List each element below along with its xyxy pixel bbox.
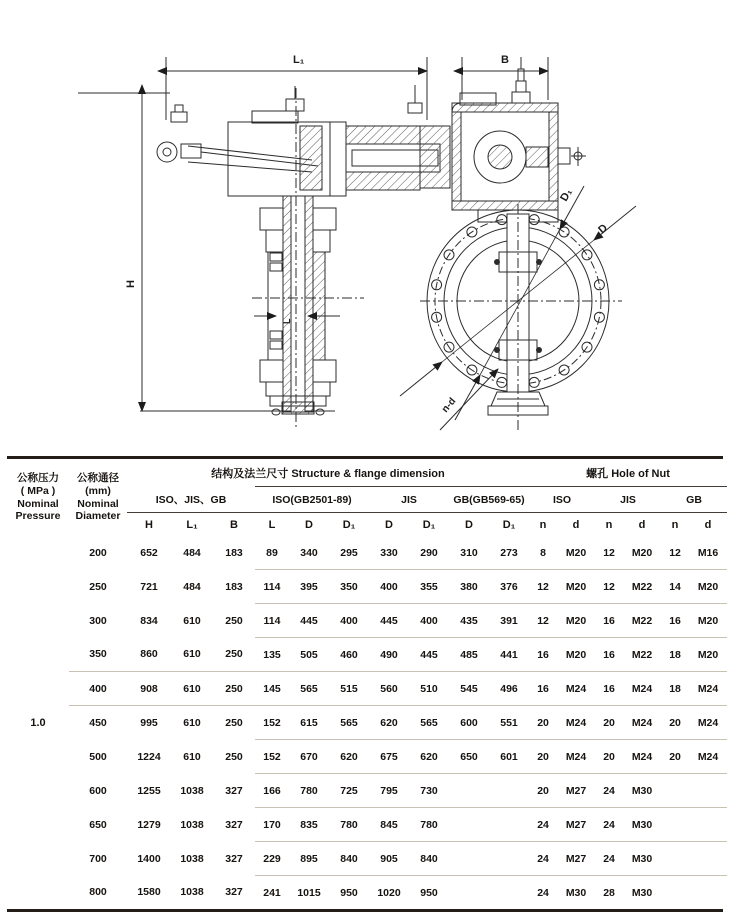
table-cell: M20 [557,570,595,604]
drawing-svg [0,0,730,452]
table-cell [661,774,689,808]
table-cell [689,774,727,808]
table-cell: 490 [369,638,409,672]
table-cell: 800 [89,886,107,899]
table-cell: 845 [369,808,409,842]
table-cell: 89 [255,536,289,570]
table-cell [449,774,489,808]
table-cell: 250 [89,580,107,593]
jis-nut-header: JIS [595,487,661,513]
table-cell [489,876,529,910]
table-cell: 14 [661,570,689,604]
table-cell: 1255 [137,784,161,797]
table-cell: 652 [140,546,158,559]
table-cell: M24 [689,740,727,774]
table-cell: 721 [140,580,158,593]
table-cell: 460 [329,638,369,672]
table-cell [661,876,689,910]
table-cell [661,842,689,876]
table-cell: 327 [225,818,243,831]
jis-flange-header: JIS [369,487,449,513]
table-cell: 229 [255,842,289,876]
table-cell: 20 [595,706,623,740]
dim-label-nd: n-d [439,395,459,415]
table-cell: 610 [183,716,201,729]
dim-label-b: B [501,54,509,66]
table-cell: 1015 [297,886,321,899]
table-cell: 780 [329,808,369,842]
table-cell: 445 [409,638,449,672]
dim-label-l1: L₁ [293,54,305,66]
table-cell: 908 [127,672,171,706]
table-cell: 615 [289,706,329,740]
table-cell: 145 [255,672,289,706]
table-cell: 12 [595,536,623,570]
table-cell: 250 [225,716,243,729]
table-row [7,774,727,808]
table-cell: 24 [595,808,623,842]
iso-jis-gb-header: ISO、JIS、GB [127,487,255,513]
structure-group-header: 结构及法兰尺寸 Structure & flange dimension [211,467,445,480]
table-cell: 12 [595,570,623,604]
table-cell: 16 [595,604,623,638]
table-cell: 510 [409,672,449,706]
table-cell: 376 [489,570,529,604]
table-cell [689,808,727,842]
table-cell [449,876,489,910]
table-cell: 840 [409,842,449,876]
table-cell: 725 [329,774,369,808]
table-cell: 114 [255,604,289,638]
table-cell: 395 [289,570,329,604]
pressure-value: 1.0 [30,716,46,729]
table-cell: 24 [595,842,623,876]
table-cell: M27 [557,774,595,808]
table-cell: 20 [661,706,689,740]
table-row [7,536,727,570]
table-cell: 840 [329,842,369,876]
pressure-header [7,459,69,536]
table-cell [489,842,529,876]
dimension-table-grid [7,459,727,909]
table-cell: 250 [225,614,243,627]
table-cell: 496 [489,672,529,706]
table-cell: 391 [489,604,529,638]
table-cell: 170 [255,808,289,842]
table-cell: 250 [213,672,255,706]
table-cell: M20 [689,570,727,604]
table-cell: 650 [449,740,489,774]
side-view-drawing [78,54,450,428]
table-cell: 610 [183,614,201,627]
table-cell: 650 [89,818,107,831]
col-D-gb: D [465,518,473,531]
table-cell: M30 [623,774,661,808]
col-n-gb: n [671,518,679,531]
table-cell: 310 [449,536,489,570]
table-cell: 400 [409,604,449,638]
table-cell: 450 [89,716,107,729]
table-cell: 545 [449,672,489,706]
table-cell: 8 [529,536,557,570]
table-cell: 565 [289,672,329,706]
table-cell: 995 [140,716,158,729]
table-cell: 20 [661,740,689,774]
table-cell: 290 [409,536,449,570]
dim-label-l: L [282,318,292,324]
gb-flange-header: GB(GB569-65) [449,487,529,513]
table-cell: 16 [661,604,689,638]
table-cell [661,808,689,842]
col-n-jis: n [605,518,613,531]
table-cell: M22 [623,638,661,672]
table-cell [489,808,529,842]
table-cell: 610 [171,672,213,706]
table-cell: 327 [225,784,243,797]
table-cell: 860 [127,638,171,672]
table-cell: 114 [255,570,289,604]
table-cell: M24 [689,706,727,740]
col-H: H [145,518,153,531]
table-cell: 795 [369,774,409,808]
col-L1: L₁ [186,518,198,531]
table-cell: 24 [595,774,623,808]
table-cell: 834 [140,614,158,627]
table-cell: M22 [623,570,661,604]
iso-flange-header: ISO(GB2501-89) [255,487,369,513]
table-cell: M30 [623,842,661,876]
table-cell: 675 [369,740,409,774]
table-cell [489,774,529,808]
table-cell: M20 [557,536,595,570]
pressure-header-en2: Pressure [15,510,61,523]
col-D-iso: D [305,518,313,531]
table-cell: 610 [183,750,201,763]
table-cell: 950 [340,886,358,899]
table-cell: 20 [529,740,557,774]
hole-of-nut-group-header: 螺孔 Hole of Nut [586,467,670,480]
table-cell: 273 [489,536,529,570]
table-cell: M24 [623,672,661,706]
table-cell: M20 [689,604,727,638]
table-cell: 905 [369,842,409,876]
table-cell: 1020 [377,886,401,899]
pressure-header-en1: Nominal [17,497,59,510]
table-cell: 18 [661,638,689,672]
table-cell: 484 [183,580,201,593]
table-cell: 895 [289,842,329,876]
diameter-header-zh: 公称通径 [77,471,119,484]
iso-nut-header: ISO [529,487,595,513]
table-cell: 16 [595,672,623,706]
table-cell: M20 [557,638,595,672]
table-cell: M24 [623,706,661,740]
table-cell: M20 [557,604,595,638]
table-cell: 1038 [180,852,204,865]
dim-label-h: H [125,280,137,288]
table-cell: 780 [289,774,329,808]
table-cell: 300 [89,614,107,627]
table-cell: 24 [529,808,557,842]
table-cell: M24 [623,740,661,774]
table-cell: 620 [409,740,449,774]
table-cell: M24 [557,672,595,706]
table-cell: 355 [409,570,449,604]
table-row [7,706,727,740]
table-cell: 565 [409,706,449,740]
table-cell: 152 [255,740,289,774]
table-cell: 1279 [137,818,161,831]
table-cell: 16 [529,638,557,672]
table-cell: M27 [557,842,595,876]
valve-technical-drawing [0,0,730,452]
table-cell [689,876,727,910]
table-cell: 620 [329,740,369,774]
table-cell: M30 [623,808,661,842]
table-cell: 250 [213,638,255,672]
table-cell: 445 [289,604,329,638]
col-L: L [268,518,276,531]
table-cell: 20 [529,774,557,808]
table-row [7,604,727,638]
table-cell: 327 [225,852,243,865]
table-cell: 485 [449,638,489,672]
table-cell: 24 [537,886,549,899]
table-cell: 1038 [180,886,204,899]
table-cell: M30 [631,886,653,899]
table-cell: 1400 [137,852,161,865]
table-cell: M20 [689,638,727,672]
table-row [7,638,727,672]
dimension-table [7,456,723,912]
table-cell: 28 [603,886,615,899]
table-cell: 610 [171,638,213,672]
table-cell [449,808,489,842]
table-cell: 340 [289,536,329,570]
dim-label-d1: D₁ [558,186,575,204]
table-cell: 12 [661,536,689,570]
table-cell: 16 [595,638,623,672]
table-cell: 20 [595,740,623,774]
table-cell: 380 [449,570,489,604]
table-cell: 12 [529,570,557,604]
table-cell: 241 [263,886,281,899]
table-cell [689,842,727,876]
table-cell: 835 [289,808,329,842]
table-cell: 20 [529,706,557,740]
table-cell: 183 [225,580,243,593]
table-cell: 505 [289,638,329,672]
table-row [7,842,727,876]
table-cell: 484 [183,546,201,559]
table-cell: 327 [225,886,243,899]
front-view-drawing [400,54,636,430]
col-B: B [230,518,238,531]
table-cell: 600 [449,706,489,740]
header-row-groups [7,459,727,487]
diameter-header-unit: (mm) [85,484,111,497]
table-cell: 16 [529,672,557,706]
table-row [7,876,727,910]
table-row [7,570,727,604]
col-n-iso: n [539,518,547,531]
table-cell: M24 [557,706,595,740]
table-cell: 620 [369,706,409,740]
table-cell: 560 [369,672,409,706]
col-D1-iso: D₁ [342,518,356,531]
pressure-header-zh: 公称压力 [17,471,59,484]
table-cell: 1038 [180,784,204,797]
table-cell: M20 [623,536,661,570]
table-cell: M24 [689,672,727,706]
table-cell: M16 [689,536,727,570]
table-cell: 1224 [137,750,161,763]
col-d-iso: d [572,518,580,531]
diameter-header [69,459,127,536]
diameter-header-en1: Nominal [77,497,119,510]
table-cell: 183 [225,546,243,559]
col-d-jis: d [638,518,646,531]
col-D1-jis: D₁ [422,518,436,531]
table-cell: 601 [489,740,529,774]
table-cell [449,842,489,876]
table-cell: M30 [565,886,587,899]
table-cell: 1580 [137,886,161,899]
table-cell: 435 [449,604,489,638]
table-cell: 551 [489,706,529,740]
table-cell: 780 [409,808,449,842]
table-row [7,740,727,774]
pressure-header-unit: ( MPa ) [20,484,56,497]
table-cell: 565 [329,706,369,740]
table-cell: 18 [661,672,689,706]
table-cell: 166 [255,774,289,808]
table-row [7,672,727,706]
table-cell: 950 [420,886,438,899]
table-cell: 12 [529,604,557,638]
table-cell: 350 [69,638,127,672]
table-cell: 400 [329,604,369,638]
table-cell: 441 [489,638,529,672]
dim-label-d: D [596,221,611,237]
table-cell: 500 [89,750,107,763]
table-cell: 24 [529,842,557,876]
diameter-header-en2: Diameter [75,510,121,523]
table-cell: M24 [557,740,595,774]
col-D-jis: D [385,518,393,531]
table-cell: 400 [69,672,127,706]
table-cell: 400 [369,570,409,604]
col-D1-gb: D₁ [502,518,516,531]
table-row [7,808,727,842]
table-cell: 730 [409,774,449,808]
table-cell: 515 [329,672,369,706]
table-cell: 295 [329,536,369,570]
table-cell: 600 [89,784,107,797]
gb-nut-header: GB [661,487,727,513]
table-cell: 1038 [180,818,204,831]
table-cell: M27 [557,808,595,842]
table-body [7,536,727,909]
table-cell: 152 [255,706,289,740]
table-cell: 350 [329,570,369,604]
table-cell: M22 [623,604,661,638]
table-cell: 250 [225,750,243,763]
col-d-gb: d [704,518,712,531]
table-cell: 670 [289,740,329,774]
table-cell: 330 [369,536,409,570]
table-cell: 135 [255,638,289,672]
table-cell: 200 [89,546,107,559]
table-cell: 700 [89,852,107,865]
table-cell: 445 [369,604,409,638]
